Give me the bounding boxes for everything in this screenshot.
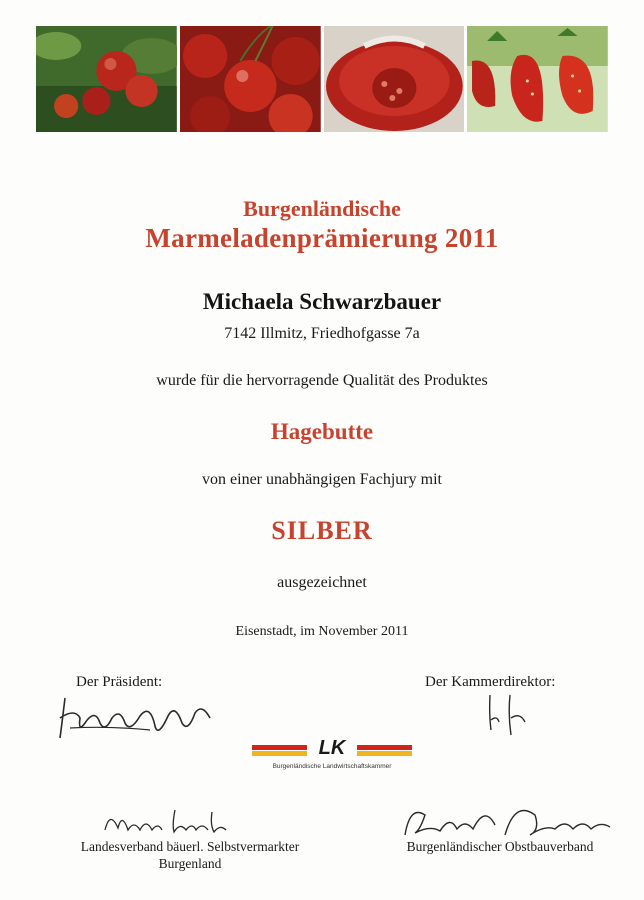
- place-date: Eisenstadt, im November 2011: [235, 624, 409, 639]
- org-left-line1: Landesverband bäuerl. Selbstvermarkter: [80, 839, 300, 854]
- lk-logo-text: LK: [318, 737, 346, 759]
- director-signature-short: [475, 690, 555, 740]
- president-label: Der Präsident:: [76, 674, 163, 690]
- text-line-1: wurde für die hervorragende Qualität des Produktes: [156, 372, 488, 389]
- director-label: Der Kammerdirektor:: [425, 674, 556, 690]
- certificate-title: Marmeladenprämierung 2011: [145, 223, 499, 253]
- recipient-address: 7142 Illmitz, Friedhofgasse 7a: [224, 325, 420, 342]
- org-right: Burgenländischer Obstbauverband: [406, 839, 594, 854]
- product-name: Hagebutte: [270, 419, 374, 444]
- cherry-photo: [180, 26, 321, 132]
- title-line1: Burgenländische: [243, 196, 401, 221]
- org-left: [60, 838, 320, 872]
- lk-logo-subtitle: Burgenländische Landwirtschaftskammer: [272, 763, 392, 770]
- award-level: SILBER: [271, 516, 373, 545]
- recipient-name: Michaela Schwarzbauer: [202, 289, 442, 314]
- rosehip-photo: [36, 26, 177, 132]
- jam-photo: [324, 26, 465, 132]
- lk-logo: [252, 735, 412, 775]
- maria-signature: [100, 800, 250, 840]
- text-line-3: ausgezeichnet: [277, 574, 367, 591]
- strawberry-photo: [467, 26, 608, 132]
- text-line-2: von einer unabhängigen Fachjury mit: [202, 471, 442, 488]
- org-left-line2: Burgenland: [158, 856, 222, 871]
- president-signature: [50, 688, 220, 748]
- header-photo-strip: [36, 26, 608, 132]
